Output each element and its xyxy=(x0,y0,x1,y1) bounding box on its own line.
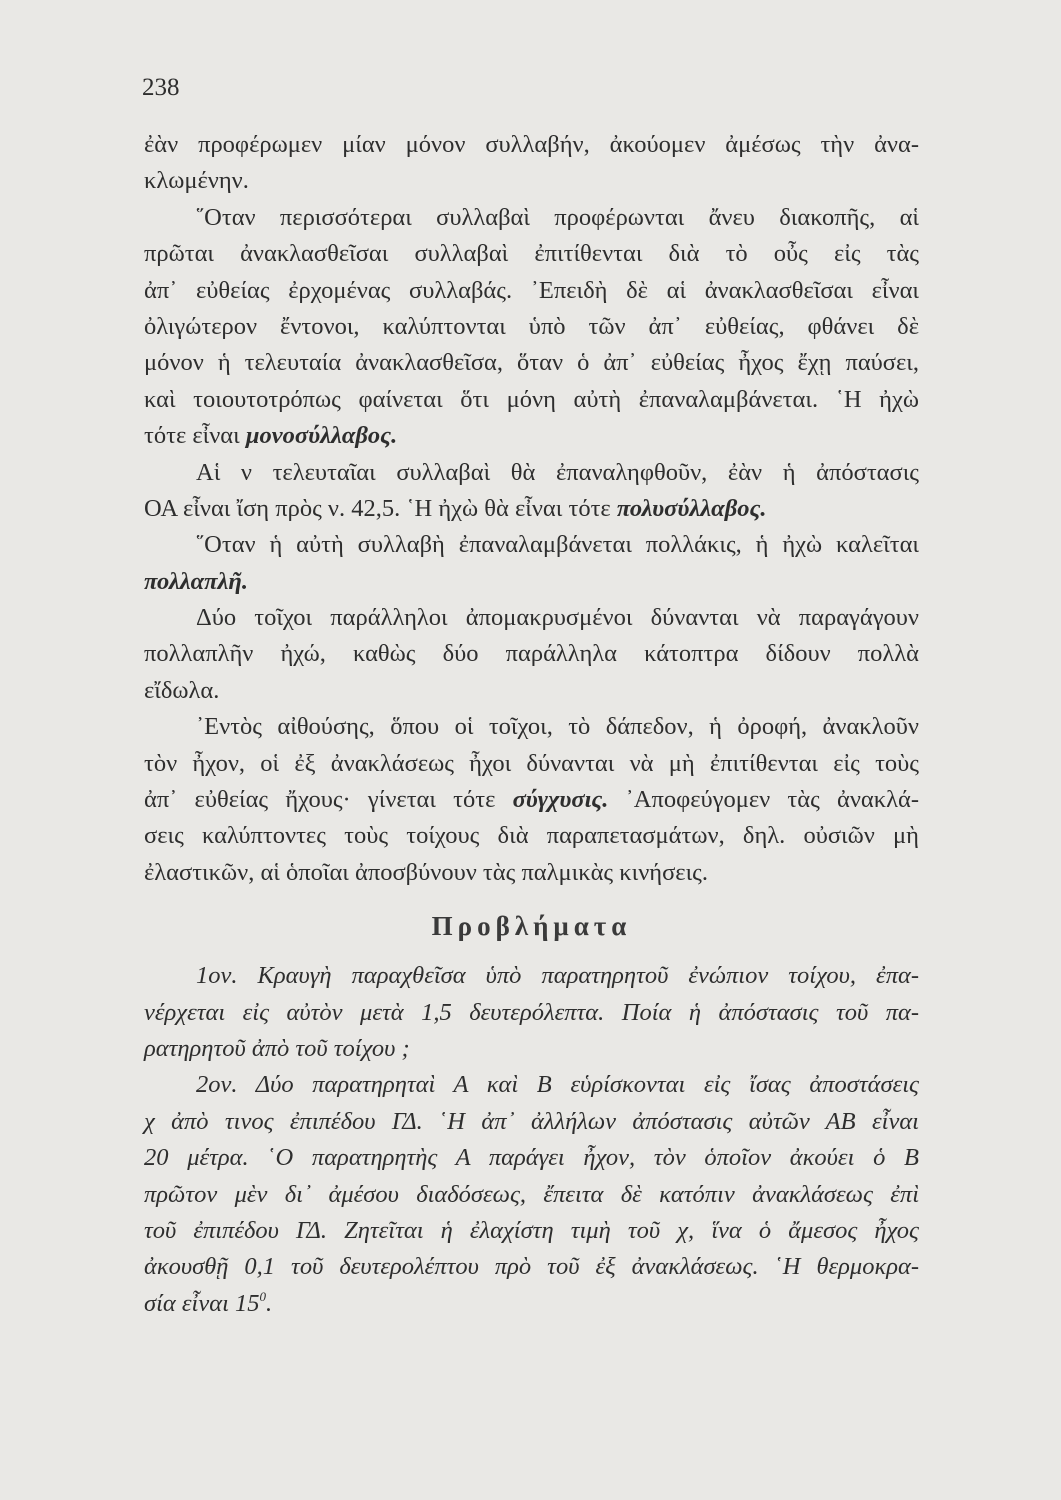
text-line xyxy=(144,1213,919,1249)
emphasized-term: μονοσύλλαβος. xyxy=(245,422,398,450)
text-line xyxy=(144,345,919,381)
text-segment: Δύο τοῖχοι παράλληλοι ἀπομακρυσμένοι δύνανται νὰ παραγάγουν xyxy=(196,604,919,632)
text-segment: νέρχεται εἰς αὐτὸν μετὰ 1,5 δευτερόλεπτα. Ποία ἡ ἀπόστασις τοῦ πα- xyxy=(144,998,919,1026)
text-line xyxy=(144,236,919,272)
text-line xyxy=(144,455,919,491)
text-segment: ᾽Εντὸς αἰθούσης, ὅπου οἱ τοῖχοι, τὸ δάπεδον, ἡ ὀροφή, ἀνακλοῦν xyxy=(196,713,919,741)
text-segment: . xyxy=(266,1289,273,1317)
text-segment: ῞Οταν ἡ αὐτὴ συλλαβὴ ἐπαναλαμβάνεται πολλάκις, ἡ ἠχὼ καλεῖται xyxy=(196,531,919,559)
text-segment: σεις καλύπτοντες τοὺς τοίχους διὰ παραπετασμάτων, δηλ. οὐσιῶν μὴ xyxy=(144,822,919,850)
page-body xyxy=(144,127,919,1322)
text-segment: ἐλαστικῶν, αἱ ὁποῖαι ἀποσβύνουν τὰς παλμικὰς κινήσεις. xyxy=(144,858,709,886)
text-line xyxy=(144,855,919,891)
paragraph xyxy=(144,527,919,600)
text-line xyxy=(144,309,919,345)
text-segment: ἐὰν προφέρωμεν μίαν μόνον συλλαβήν, ἀκούομεν ἀμέσως τὴν ἀνα- xyxy=(144,131,919,158)
paragraph xyxy=(144,709,919,891)
text-line xyxy=(144,818,919,854)
text-line xyxy=(144,1177,919,1213)
text-line xyxy=(144,1067,919,1103)
main-text xyxy=(144,127,919,891)
text-segment: κλωμένην. xyxy=(144,167,249,195)
problems-section xyxy=(144,958,919,1322)
text-line xyxy=(144,527,919,563)
paragraph xyxy=(144,200,919,455)
page-number: 238 xyxy=(142,74,180,101)
text-line xyxy=(144,995,919,1031)
text-segment: τὸν ἦχον, οἱ ἐξ ἀνακλάσεως ἦχοι δύνανται νὰ μὴ ἐπιτίθενται εἰς τοὺς xyxy=(144,749,919,777)
text-line xyxy=(144,200,919,236)
paragraph xyxy=(144,455,919,528)
text-line xyxy=(144,491,919,527)
text-line xyxy=(144,673,919,709)
text-segment: ΟΑ εἶναι ἴση πρὸς ν. 42,5. ῾Η ἠχὼ θὰ εἶναι τότε xyxy=(144,494,617,522)
text-segment: σία εἶναι 15 xyxy=(144,1289,260,1317)
text-line xyxy=(144,564,919,600)
text-segment: τοῦ ἐπιπέδου ΓΔ. Ζητεῖται ἡ ἐλαχίστη τιμὴ τοῦ χ, ἵνα ὁ ἄμεσος ἦχος xyxy=(144,1216,919,1244)
text-segment: καὶ τοιουτοτρόπως φαίνεται ὅτι μόνη αὐτὴ ἐπαναλαμβάνεται. ῾Η ἠχὼ xyxy=(144,385,919,413)
superscript: 0 xyxy=(259,1288,267,1304)
text-segment: ᾽Αποφεύγομεν τὰς ἀνακλά- xyxy=(608,786,919,814)
text-segment: ὀλιγώτερον ἔντονοι, καλύπτονται ὑπὸ τῶν ἀπ᾽ εὐθείας, φθάνει δὲ xyxy=(144,312,919,340)
text-line xyxy=(144,600,919,636)
text-segment: μόνον ἡ τελευταία ἀνακλασθεῖσα, ὅταν ὁ ἀπ᾽ εὐθείας ἦχος ἔχῃ παύσει, xyxy=(144,349,919,377)
text-segment: εἴδωλα. xyxy=(144,676,220,704)
text-line xyxy=(144,382,919,418)
text-segment: 1ον. Κραυγὴ παραχθεῖσα ὑπὸ παρατηρητοῦ ἐνώπιον τοίχου, ἐπα- xyxy=(196,962,919,990)
paragraph xyxy=(144,600,919,709)
text-line xyxy=(144,1031,919,1067)
text-segment: πρῶτον μὲν δι᾽ ἀμέσου διαδόσεως, ἔπειτα δὲ κατόπιν ἀνακλάσεως ἐπὶ xyxy=(144,1180,919,1208)
text-segment: 2ον. Δύο παρατηρηταὶ Α καὶ Β εὑρίσκονται εἰς ἴσας ἀποστάσεις xyxy=(196,1071,919,1099)
text-line xyxy=(144,1286,919,1322)
section-heading: Προβλήματα xyxy=(431,911,632,942)
text-line xyxy=(144,709,919,745)
text-segment: πολλαπλῆν ἠχώ, καθὼς δύο παράλληλα κάτοπτρα δίδουν πολλὰ xyxy=(144,640,919,668)
text-segment: τότε εἶναι xyxy=(144,422,246,450)
text-segment: ἀπ᾽ εὐθείας ἤχους· γίνεται τότε xyxy=(144,786,513,814)
text-line xyxy=(144,636,919,672)
text-segment: ἀπ᾽ εὐθείας ἐρχομένας συλλαβάς. ᾽Επειδὴ δὲ αἱ ἀνακλασθεῖσαι εἶναι xyxy=(144,276,919,304)
problem xyxy=(144,1067,919,1322)
emphasized-term: πολλαπλῆ. xyxy=(144,567,248,595)
text-line xyxy=(144,782,919,818)
text-line xyxy=(144,163,919,199)
text-line xyxy=(144,418,919,454)
text-segment: ρατηρητοῦ ἀπὸ τοῦ τοίχου ; xyxy=(144,1034,410,1062)
problem xyxy=(144,958,919,1067)
text-line xyxy=(144,1249,919,1285)
text-line xyxy=(144,746,919,782)
paragraph xyxy=(144,127,919,200)
text-line xyxy=(144,958,919,994)
text-segment: Αἱ ν τελευταῖαι συλλαβαὶ θὰ ἐπαναληφθοῦν, ἐὰν ἡ ἀπόστασις xyxy=(196,458,919,486)
text-segment: ῞Οταν περισσότεραι συλλαβαὶ προφέρωνται ἄνευ διακοπῆς, αἱ xyxy=(196,203,919,231)
emphasized-term: πολυσύλλαβος. xyxy=(616,494,767,522)
text-line xyxy=(144,127,919,163)
text-segment: ἀκουσθῇ 0,1 τοῦ δευτερολέπτου πρὸ τοῦ ἐξ ἀνακλάσεως. ῾Η θερμοκρα- xyxy=(144,1253,919,1281)
text-line xyxy=(144,1104,919,1140)
text-segment: χ ἀπὸ τινος ἐπιπέδου ΓΔ. ῾Η ἀπ᾽ ἀλλήλων ἀπόστασις αὐτῶν ΑΒ εἶναι xyxy=(144,1107,919,1135)
text-line xyxy=(144,1140,919,1176)
text-segment: πρῶται ἀνακλασθεῖσαι συλλαβαὶ ἐπιτίθενται διὰ τὸ οὖς εἰς τὰς xyxy=(144,240,919,268)
text-segment: 20 μέτρα. ῾Ο παρατηρητὴς Α παράγει ἦχον, τὸν ὁποῖον ἀκούει ὁ Β xyxy=(144,1144,919,1172)
emphasized-term: σύγχυσις. xyxy=(512,786,609,814)
text-line xyxy=(144,273,919,309)
